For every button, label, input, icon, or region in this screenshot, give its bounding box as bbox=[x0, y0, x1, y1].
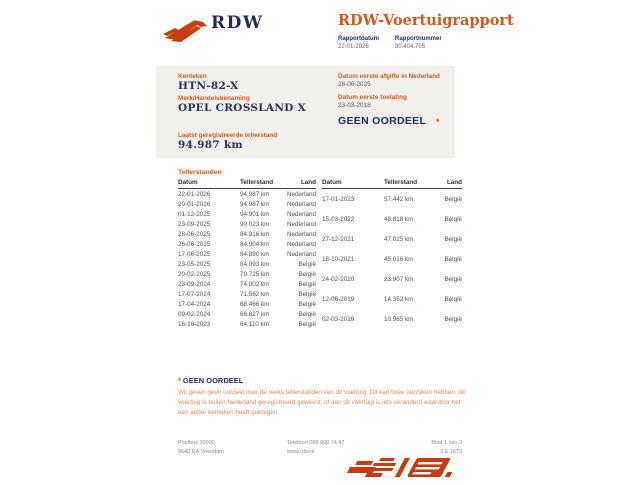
report-date-value: 22-01-2026 bbox=[338, 44, 369, 50]
tellerstanden-tables bbox=[178, 179, 462, 329]
table-row bbox=[322, 209, 462, 229]
cell-land: België bbox=[444, 195, 462, 203]
cell-datum: 16-10-2023 bbox=[178, 320, 211, 328]
cell-land: Nederland bbox=[286, 220, 316, 228]
footer-address-line2: 9640 RA Veendam bbox=[178, 449, 224, 455]
cell-land: België bbox=[444, 295, 462, 303]
table-row bbox=[322, 269, 462, 289]
table-row bbox=[178, 279, 316, 289]
cell-land: België bbox=[298, 300, 316, 308]
cell-tellerstand: 84.904 km bbox=[240, 240, 270, 248]
report-date-label: Rapportdatum bbox=[338, 36, 379, 42]
cell-tellerstand: 94.901 km bbox=[240, 210, 270, 218]
cell-datum: 23-05-2025 bbox=[178, 260, 211, 268]
column-header-land: Land bbox=[286, 179, 316, 189]
report-number-label: Rapportnummer bbox=[395, 36, 442, 42]
rdw-logo-wordmark: RDW bbox=[211, 13, 264, 33]
cell-tellerstand: 57.442 km bbox=[384, 195, 414, 203]
cell-tellerstand: 47.025 km bbox=[384, 235, 414, 243]
column-header-tellerstand: Tellerstand bbox=[384, 179, 430, 189]
footer-contact bbox=[287, 439, 345, 457]
table-row bbox=[178, 239, 316, 249]
cell-land: België bbox=[298, 270, 316, 278]
tellerstanden-table-left bbox=[178, 179, 316, 329]
footer-page-number: Blad 1 van 3 bbox=[431, 440, 462, 446]
cell-tellerstand: 45.016 km bbox=[384, 255, 414, 263]
table-row bbox=[322, 309, 462, 329]
footnote-title-text: GEEN OORDEEL bbox=[182, 376, 244, 385]
footnote-asterisk: * bbox=[178, 376, 181, 385]
afgifte-value: 28-06-2025 bbox=[338, 81, 371, 88]
cell-land: België bbox=[298, 290, 316, 298]
page-title: RDW-Voertuigrapport bbox=[338, 12, 514, 29]
oordeel-status: GEEN OORDEEL bbox=[338, 115, 427, 127]
cell-datum: 01-12-2025 bbox=[178, 210, 211, 218]
table-row bbox=[178, 199, 316, 209]
cell-datum: 17-06-2025 bbox=[178, 250, 211, 258]
column-header-tellerstand: Tellerstand bbox=[240, 179, 286, 189]
cell-datum: 09-02-2024 bbox=[178, 310, 211, 318]
cell-tellerstand: 79.725 km bbox=[240, 270, 270, 278]
table-row bbox=[178, 209, 316, 219]
cell-datum: 17-04-2024 bbox=[178, 300, 211, 308]
cell-datum: 20-01-2026 bbox=[178, 200, 211, 208]
footnote-title bbox=[178, 376, 470, 385]
cell-tellerstand: 68.466 km bbox=[240, 300, 270, 308]
cell-tellerstand: 74.002 km bbox=[240, 280, 270, 288]
cell-land: België bbox=[444, 255, 462, 263]
cell-land: België bbox=[298, 310, 316, 318]
cell-datum: 26-06-2025 bbox=[178, 240, 211, 248]
cell-tellerstand: 84.916 km bbox=[240, 230, 270, 238]
column-header-datum: Datum bbox=[178, 179, 240, 189]
cell-land: België bbox=[444, 215, 462, 223]
table-row bbox=[178, 289, 316, 299]
cell-datum: 23-09-2024 bbox=[178, 280, 211, 288]
cell-land: België bbox=[298, 280, 316, 288]
cell-tellerstand: 94.987 km bbox=[240, 200, 270, 208]
cell-datum: 24-02-2020 bbox=[322, 275, 355, 283]
footnote-body: Wij geven geen oordeel over de reeks tellerstanden van dit voertuig. Dit kan twee oorzaken hebben: dit voertuig is buiten Nederland geregistreerd geweest, of aan dit voertuig is iets veranderd waardoor het een ander kenteken heeft gekregen. bbox=[178, 389, 466, 416]
cell-tellerstand: 90.023 km bbox=[240, 220, 270, 228]
cell-datum: 17-07-2024 bbox=[178, 290, 211, 298]
tellerstanden-section-label: Tellerstanden bbox=[178, 169, 222, 176]
toelating-value: 23-03-2018 bbox=[338, 102, 371, 109]
table-row bbox=[178, 309, 316, 319]
table-row bbox=[178, 259, 316, 269]
column-header-datum: Datum bbox=[322, 179, 384, 189]
tellerstanden-table-right bbox=[322, 179, 462, 329]
footer-website: www.rdw.nl bbox=[287, 449, 315, 455]
cell-tellerstand: 10.965 km bbox=[384, 315, 414, 323]
column-header-land: Land bbox=[430, 179, 462, 189]
cell-tellerstand: 94.987 km bbox=[240, 190, 270, 198]
cell-land: Nederland bbox=[286, 210, 316, 218]
cell-tellerstand: 84.890 km bbox=[240, 250, 270, 258]
table-row bbox=[322, 189, 462, 210]
cell-datum: 22-01-2026 bbox=[178, 190, 211, 198]
cell-land: België bbox=[444, 235, 462, 243]
cell-tellerstand: 71.562 km bbox=[240, 290, 270, 298]
cell-tellerstand: 64.110 km bbox=[240, 320, 269, 328]
tellerstand-value: 94.987 km bbox=[178, 139, 243, 151]
cell-datum: 20-02-2025 bbox=[178, 270, 211, 278]
tellerstand-label: Laatst geregistreerde tellerstand bbox=[178, 132, 278, 139]
report-number-value: 30.404.705 bbox=[395, 44, 426, 50]
kenteken-value: HTN-82-X bbox=[178, 80, 239, 92]
cell-land: Nederland bbox=[286, 250, 316, 258]
merk-value: OPEL CROSSLAND X bbox=[178, 102, 307, 114]
cell-tellerstand: 14.352 km bbox=[384, 295, 414, 303]
rdw-wing-graphic bbox=[343, 454, 495, 485]
cell-datum: 18-10-2021 bbox=[322, 255, 355, 263]
cell-datum: 27-12-2021 bbox=[322, 235, 355, 243]
cell-datum: 12-06-2019 bbox=[322, 295, 355, 303]
cell-datum: 17-01-2023 bbox=[322, 195, 355, 203]
kenteken-label: Kenteken bbox=[178, 73, 207, 80]
table-row bbox=[178, 299, 316, 309]
cell-land: Nederland bbox=[286, 240, 316, 248]
report-date-block bbox=[338, 36, 379, 50]
table-row bbox=[322, 289, 462, 309]
table-row bbox=[178, 189, 316, 200]
cell-land: Nederland bbox=[286, 230, 316, 238]
merk-label: Merk/Handelsbenaming bbox=[178, 95, 250, 102]
cell-datum: 23-09-2025 bbox=[178, 220, 211, 228]
cell-datum: 15-03-2022 bbox=[322, 215, 355, 223]
cell-land: België bbox=[298, 260, 316, 268]
rdw-eagle-logo-icon bbox=[163, 15, 209, 48]
cell-datum: 28-06-2025 bbox=[178, 230, 211, 238]
cell-tellerstand: 84.093 km bbox=[240, 260, 270, 268]
geen-oordeel-footnote bbox=[178, 376, 470, 417]
table-row bbox=[322, 249, 462, 269]
table-row bbox=[178, 319, 316, 329]
footer-phone: Telefoon 088 008 74 47 bbox=[287, 440, 345, 446]
table-row bbox=[178, 249, 316, 259]
vehicle-summary-panel bbox=[156, 66, 455, 158]
cell-datum: 02-03-2019 bbox=[322, 315, 355, 323]
report-number-block bbox=[395, 36, 442, 50]
table-row bbox=[178, 269, 316, 279]
footer-address-line1: Postbus 30000 bbox=[178, 440, 215, 446]
cell-land: België bbox=[444, 275, 462, 283]
cell-land: Nederland bbox=[286, 190, 316, 198]
cell-tellerstand: 48.818 km bbox=[384, 215, 414, 223]
oordeel-asterisk: * bbox=[436, 117, 440, 127]
afgifte-label: Datum eerste afgifte in Nederland bbox=[338, 73, 440, 80]
cell-land: België bbox=[298, 320, 316, 328]
cell-tellerstand: 23.907 km bbox=[384, 275, 414, 283]
cell-land: België bbox=[444, 315, 462, 323]
footer-address bbox=[178, 439, 224, 457]
cell-land: Nederland bbox=[286, 200, 316, 208]
table-row bbox=[178, 219, 316, 229]
table-row bbox=[178, 229, 316, 239]
cell-tellerstand: 66.827 km bbox=[240, 310, 270, 318]
report-header bbox=[338, 12, 518, 50]
table-row bbox=[322, 229, 462, 249]
toelating-label: Datum eerste toelating bbox=[338, 94, 407, 101]
footer-form-code: 3 E 1679 bbox=[439, 449, 462, 455]
